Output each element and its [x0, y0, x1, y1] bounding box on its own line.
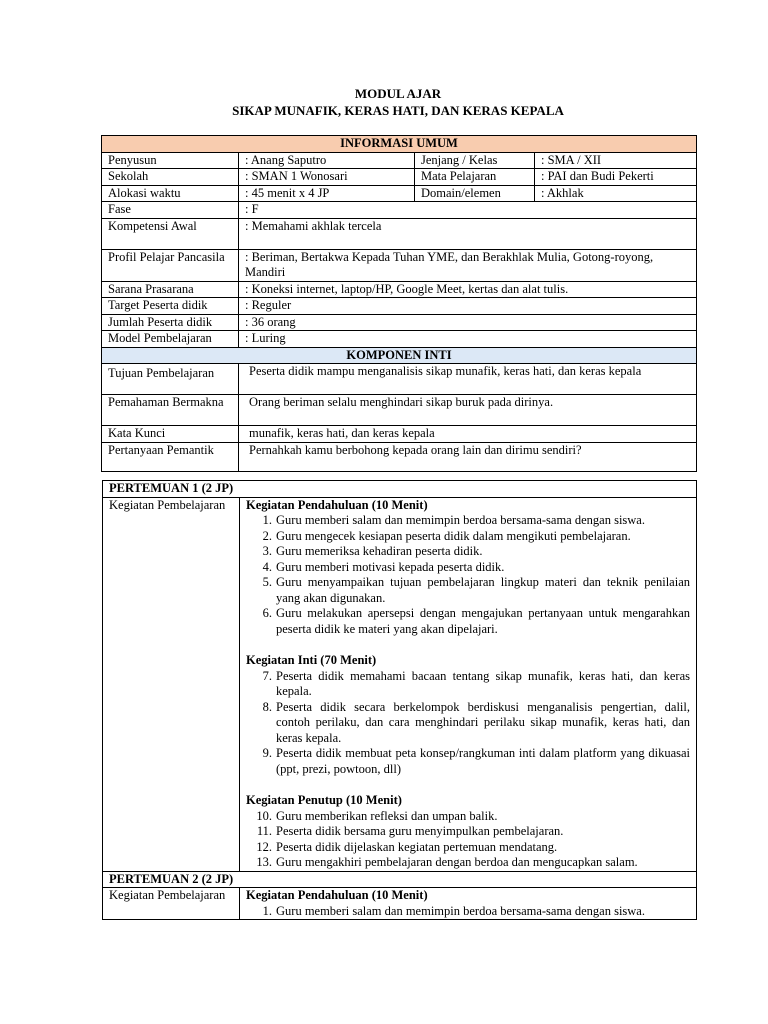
list-item: 6. Guru melakukan apersepsi dengan mengajukan pertanyaan untuk mengarahkan peserta didik ke materi yang akan dipelajari. — [262, 606, 691, 636]
meeting1-title: PERTEMUAN 1 (2 JP) — [103, 481, 697, 498]
jumlah-label: Jumlah Peserta didik — [102, 314, 239, 331]
list-item: 2. Guru mengecek kesiapan peserta didik dalam mengikuti pembelajaran. — [262, 528, 631, 543]
general-info-table — [101, 135, 697, 472]
meeting-table — [102, 480, 697, 920]
meeting2-pendahuluan-list — [246, 904, 696, 920]
target-value: : Reguler — [239, 298, 697, 315]
kata-kunci-label: Kata Kunci — [102, 426, 239, 443]
meeting2-label: Kegiatan Pembelajaran — [103, 888, 240, 920]
kompetensi-label: Kompetensi Awal — [102, 218, 239, 249]
meeting1-inti-title: Kegiatan Inti (70 Menit) — [246, 653, 377, 667]
mapel-label: Mata Pelajaran — [415, 169, 535, 186]
alokasi-label: Alokasi waktu — [102, 185, 239, 202]
meeting1-inti-list — [246, 669, 696, 778]
alokasi-value: : 45 menit x 4 JP — [239, 185, 415, 202]
penyusun-label: Penyusun — [102, 152, 239, 169]
jumlah-value: : 36 orang — [239, 314, 697, 331]
list-item: 11. Peserta didik bersama guru menyimpulkan pembelajaran. — [256, 824, 564, 838]
meeting2-title: PERTEMUAN 2 (2 JP) — [103, 871, 697, 888]
pertanyaan-value: Pernahkah kamu berbohong kepada orang lain dan dirimu sendiri? — [239, 442, 697, 471]
meeting1-penutup-title: Kegiatan Penutup (10 Menit) — [246, 793, 402, 807]
sarana-label: Sarana Prasarana — [102, 281, 239, 298]
profil-label: Profil Pelajar Pancasila — [102, 249, 239, 281]
list-item: 4. Guru memberi motivasi kepada peserta didik. — [262, 559, 505, 574]
kata-kunci-value: munafik, keras hati, dan keras kepala — [239, 426, 697, 443]
profil-value: : Beriman, Bertakwa Kepada Tuhan YME, dan Berakhlak Mulia, Gotong-royong, Mandiri — [239, 249, 697, 281]
jenjang-label: Jenjang / Kelas — [415, 152, 535, 169]
model-value: : Luring — [239, 331, 697, 348]
module-title: MODUL AJAR — [354, 86, 442, 101]
tujuan-value: Peserta didik mampu menganalisis sikap munafik, keras hati, dan keras kepala — [239, 364, 697, 395]
list-item: 1. Guru memberi salam dan memimpin berdoa bersama-sama dengan siswa. — [262, 903, 645, 918]
section-komponen-inti: KOMPONEN INTI — [102, 347, 697, 364]
fase-value: : F — [239, 202, 697, 219]
target-label: Target Peserta didik — [102, 298, 239, 315]
meeting1-pendahuluan-list — [246, 513, 696, 637]
sarana-value: : Koneksi internet, laptop/HP, Google Meet, kertas dan alat tulis. — [239, 281, 697, 298]
list-item: 8. Peserta didik secara berkelompok berdiskusi menganalisis pengertian, dalil, contoh perilaku, dan cara menghindari perilaku sikap munafik, keras hati, dan keras kepala. — [262, 699, 691, 745]
pemahaman-value: Orang beriman selalu menghindari sikap buruk pada dirinya. — [239, 395, 697, 426]
fase-label: Fase — [102, 202, 239, 219]
model-label: Model Pembelajaran — [102, 331, 239, 348]
pertanyaan-label: Pertanyaan Pemantik — [102, 442, 239, 471]
jenjang-value: : SMA / XII — [535, 152, 697, 169]
section-informasi-umum: INFORMASI UMUM — [102, 136, 697, 153]
module-subtitle: SIKAP MUNAFIK, KERAS HATI, DAN KERAS KEPALA — [232, 103, 564, 118]
meeting2-pendahuluan-title: Kegiatan Pendahuluan (10 Menit) — [246, 888, 428, 902]
kompetensi-value: : Memahami akhlak tercela — [239, 218, 697, 249]
meeting1-pendahuluan-title: Kegiatan Pendahuluan (10 Menit) — [246, 497, 428, 512]
mapel-value: : PAI dan Budi Pekerti — [535, 169, 697, 186]
list-item: 9. Peserta didik membuat peta konsep/rangkuman inti dalam platform yang dikuasai (ppt, prezi, powtoon, dll) — [262, 746, 691, 776]
list-item: 12. Peserta didik dijelaskan kegiatan pertemuan mendatang. — [256, 839, 558, 854]
list-item: 5. Guru menyampaikan tujuan pembelajaran lingkup materi dan teknik penilaian yang akan digunakan. — [262, 575, 691, 605]
domain-label: Domain/elemen — [415, 185, 535, 202]
pemahaman-label: Pemahaman Bermakna — [102, 395, 239, 426]
list-item: 3. Guru memeriksa kehadiran peserta didik. — [262, 544, 483, 558]
domain-value: : Akhlak — [535, 185, 697, 202]
list-item: 10. Guru memberikan refleksi dan umpan balik. — [256, 808, 498, 823]
list-item: 7. Peserta didik memahami bacaan tentang sikap munafik, keras hati, dan keras kepala. — [262, 668, 691, 698]
tujuan-label: Tujuan Pembelajaran — [102, 364, 239, 395]
list-item: 1. Guru memberi salam dan memimpin berdoa bersama-sama dengan siswa. — [262, 513, 645, 527]
meeting1-label: Kegiatan Pembelajaran — [103, 497, 240, 871]
sekolah-label: Sekolah — [102, 169, 239, 186]
sekolah-value: : SMAN 1 Wonosari — [239, 169, 415, 186]
penyusun-value: : Anang Saputro — [239, 152, 415, 169]
list-item: 13. Guru mengakhiri pembelajaran dengan berdoa dan mengucapkan salam. — [256, 855, 638, 869]
meeting1-penutup-list — [246, 809, 696, 871]
